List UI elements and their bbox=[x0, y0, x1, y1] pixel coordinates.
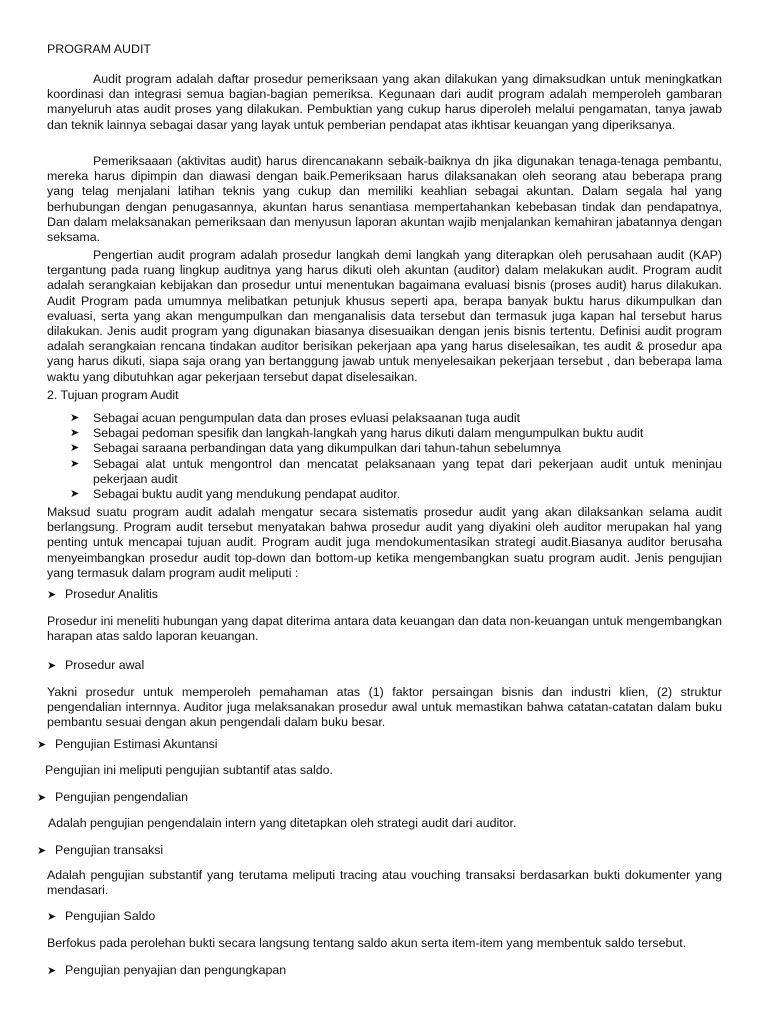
text-prosedur-analitis: Prosedur ini meneliti hubungan yang dapat diterima antara data keuangan dan data non-keuangan untuk mengembangkan harapan atas saldo laporan keuangan. bbox=[47, 614, 722, 644]
heading-pengujian-saldo: ➤ Pengujian Saldo bbox=[47, 909, 155, 925]
heading-estimasi-akuntansi: ➤ Pengujian Estimasi Akuntansi bbox=[37, 737, 218, 753]
list-item: ➤ Sebagai saraana perbandingan data yang dikumpulkan dari tahun-tahun sebelumnya bbox=[70, 441, 561, 456]
heading-prosedur-awal: ➤ Prosedur awal bbox=[47, 658, 144, 674]
paragraph-pemeriksaan: Pemeriksaaan (aktivitas audit) harus direncanakann sebaik-baiknya dn jika digunakan tenaga-tenaga pembantu, mereka harus dipimpin dan diawasi dengan baik.Pemeriksaan harus dilaksanakan oleh seorang atau beberapa prang yang telag menjalani latihan teknis yang cukup dan memiliki keahlian sebagai akuntan. Dalam segala hal yang berhubungan dengan penugasannya, akuntan harus senantiasa mempertahankan kebebasan tindak dan pendapatnya, Dan dalam melaksanakan pemeriksaan dan menyusun laporan akuntan wajib menjalankan kemahiran jabatannya dengan seksama. bbox=[47, 154, 722, 245]
text-prosedur-awal: Yakni prosedur untuk memperoleh pemahaman atas (1) faktor persaingan bisnis dan industri klien, (2) struktur pengendalian internnya. Auditor juga melaksanakan prosedur awal untuk memastikan bahwa catatan-catatan dalam buku pembantu sesuai dengan akun pengendali dalam buku besar. bbox=[47, 685, 722, 730]
arrow-bullet-icon: ➤ bbox=[70, 457, 80, 470]
list-item: ➤ Sebagai acuan pengumpulan data dan proses evluasi pelaksaanan tuga audit bbox=[70, 411, 521, 425]
list-item: ➤ Sebagai buktu audit yang mendukung pendapat auditor. bbox=[70, 487, 401, 502]
arrow-bullet-icon: ➤ bbox=[37, 792, 47, 804]
list-item: ➤ Sebagai alat untuk mengontrol dan mencatat pelaksanaan yang tepat dari pekerjaan audit untuk meninjau pekerjaan audit bbox=[70, 456, 722, 486]
heading-penyajian-pengungkapan: ➤ Pengujian penyajian dan pengungkapan bbox=[47, 963, 286, 979]
paragraph-definition: Audit program adalah daftar prosedur pemeriksaan yang akan dilakukan yang dimaksudkan untuk meningkatkan koordinasi dan integrasi semua bagian-bagian pemeriksa. Kegunaan dari audit program adalah memperoleh gambaran manyeluruh atas audit proses yang dilakukan. Pembuktian yang cukup harus diperoleh melalui pengamatan, tanya jawab dan teknik lainnya sebagai dasar yang layak untuk pemberian pendapat atas ikhtisar keuangan yang diperiksanya. bbox=[47, 72, 722, 132]
paragraph-maksud: Maksud suatu program audit adalah mengatur secara sistematis prosedur audit yang akan dilaksankan selama audit berlangsung. Program audit tersebut menyatakan bahwa prosedur audit yang diyakini oleh auditor merupakan hal yang penting untuk mencapai tujuan audit. Program audit juga mendokumentasikan strategi audit.Biasanya auditor berusaha menyeimbangkan prosedur audit top-down dan bottom-up ketika mengembangkan suatu program audit. Jenis pengujian yang termasuk dalam program audit meliputi : bbox=[47, 505, 722, 580]
arrow-bullet-icon: ➤ bbox=[70, 427, 80, 440]
arrow-bullet-icon: ➤ bbox=[47, 965, 57, 977]
text-pengujian-transaksi: Adalah pengujian substantif yang terutama meliputi tracing atau vouching transaksi berdasarkan bukti dokumenter yang mendasari. bbox=[47, 868, 722, 898]
tujuan-list bbox=[70, 411, 722, 502]
heading-pengujian-transaksi: ➤ Pengujian transaksi bbox=[37, 843, 163, 859]
heading-pengujian-pengendalian: ➤ Pengujian pengendalian bbox=[37, 790, 188, 806]
tujuan-heading: 2. Tujuan program Audit bbox=[47, 388, 179, 402]
text-estimasi-akuntansi: Pengujian ini meliputi pengujian subtantif atas saldo. bbox=[45, 763, 333, 777]
document-title: PROGRAM AUDIT bbox=[47, 42, 151, 56]
text-pengujian-saldo: Berfokus pada perolehan bukti secara langsung tentang saldo akun serta item-item yang membentuk saldo tersebut. bbox=[47, 936, 687, 950]
list-item: ➤ Sebagai pedoman spesifik dan langkah-langkah yang harus dikuti dalam mengumpulkan buktu audit bbox=[70, 426, 644, 441]
paragraph-pengertian: Pengertian audit program adalah prosedur langkah demi langkah yang diterapkan oleh perusahaan audit (KAP) tergantung pada ruang lingkup auditnya yang harus dikuti oleh akuntan (auditor) dalam melakukan audit. Program audit adalah serangkaian kebijakan dan prosedur untui menentukan bagaimana evaluasi bisnis (proses audit) harus dilakukan. Audit Program pada umumnya melibatkan petunjuk khusus seperti apa, berapa banyak buktu harus dikumpulkan dan evaluasi, serta yang akan mengumpulkan dan menganalisis data tersebut dan termasuk juga kapan hal tersebut harus dilakukan. Jenis audit program yang digunakan biasanya disesuaikan dengan jenis bisnis tertentu. Definisi audit program adalah serangkaian rencana tindakan auditor berisikan pekerjaan apa yang harus diselesaikan, tes audit & prosedur apa yang harus dikuti, siapa saja orang yan bertanggung jawab untuk menyelesaikan pekerjaan tersebut , dan beberapa lama waktu yang dibutuhkan agar pekerjaan tersebut dapat diselesaikan. bbox=[47, 248, 722, 384]
arrow-bullet-icon: ➤ bbox=[70, 488, 80, 501]
arrow-bullet-icon: ➤ bbox=[37, 739, 47, 751]
arrow-bullet-icon: ➤ bbox=[70, 412, 80, 424]
arrow-bullet-icon: ➤ bbox=[47, 911, 57, 923]
arrow-bullet-icon: ➤ bbox=[70, 442, 80, 455]
arrow-bullet-icon: ➤ bbox=[37, 845, 47, 857]
text-pengujian-pengendalian: Adalah pengujian pengendalain intern yang ditetapkan oleh strategi audit dari auditor. bbox=[48, 816, 517, 830]
arrow-bullet-icon: ➤ bbox=[47, 589, 57, 601]
heading-prosedur-analitis: ➤ Prosedur Analitis bbox=[47, 587, 158, 603]
arrow-bullet-icon: ➤ bbox=[47, 660, 57, 672]
